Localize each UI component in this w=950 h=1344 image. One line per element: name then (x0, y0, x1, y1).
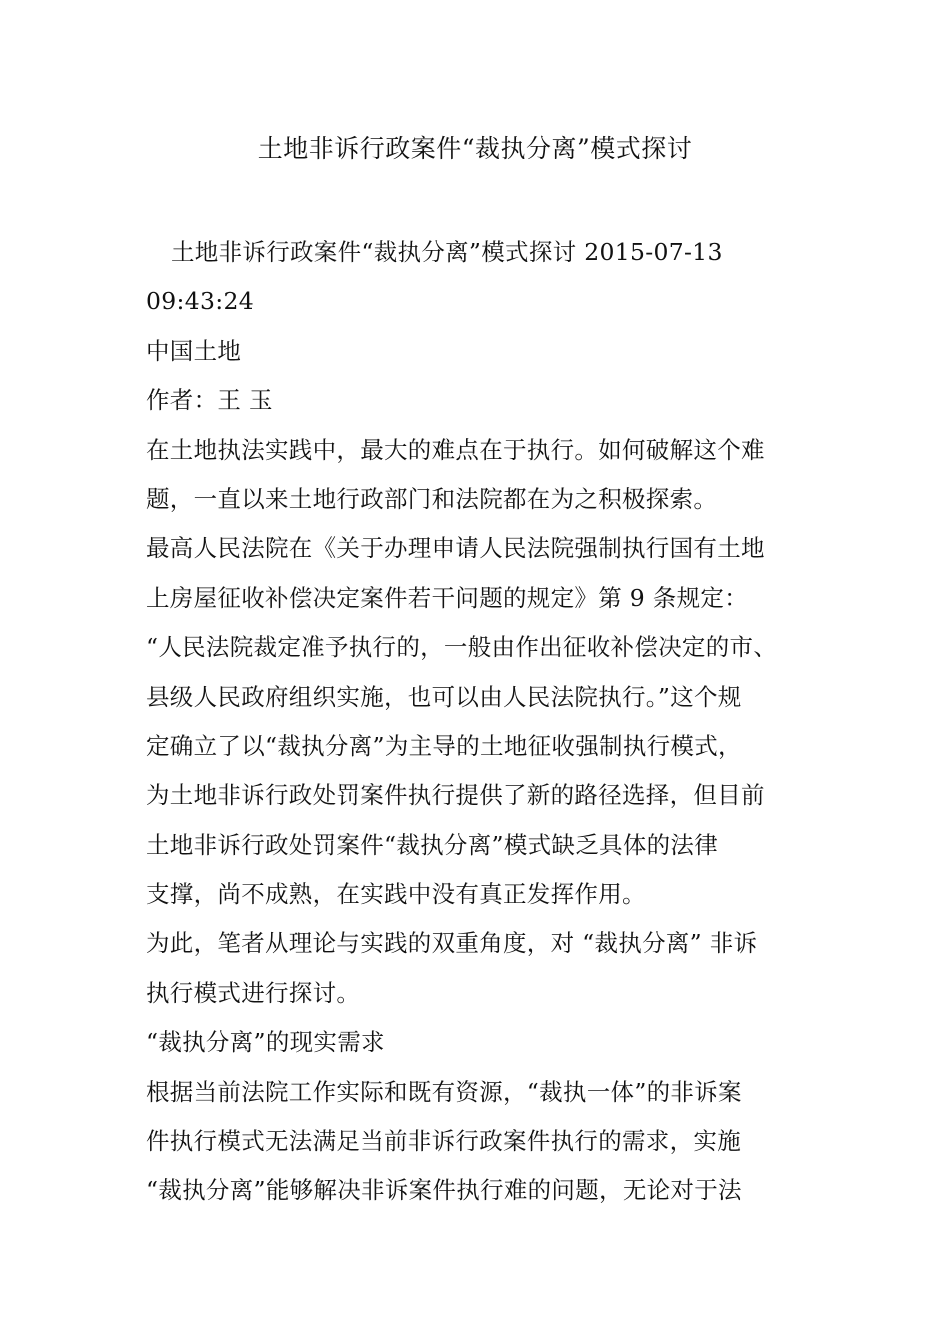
body-line-4: 作者：王 玉 (146, 386, 273, 415)
body-line-16: 执行模式进行探讨。 (146, 978, 361, 1007)
body-line-11: 定确立了以“裁执分离”为主导的土地征收强制执行模式， (146, 731, 742, 760)
body-line-20: “裁执分离”能够解决非诉案件执行难的问题，无论对于法 (146, 1176, 742, 1205)
body-line-5: 在土地执法实践中，最大的难点在于执行。如何破解这个难 (146, 435, 765, 464)
body-line-10: 县级人民政府组织实施，也可以由人民法院执行。”这个规 (146, 682, 742, 711)
body-line-18: 根据当前法院工作实际和既有资源，“裁执一体”的非诉案 (146, 1077, 742, 1106)
body-line-6: 题，一直以来土地行政部门和法院都在为之积极探索。 (146, 484, 718, 513)
body-line-19: 件执行模式无法满足当前非诉行政案件执行的需求，实施 (146, 1127, 741, 1156)
body-line-2: 09:43:24 (146, 287, 254, 316)
body-line-1: 土地非诉行政案件“裁执分离”模式探讨 2015-07-13 (171, 238, 723, 266)
document-body (146, 228, 836, 1216)
body-line-9: “人民法院裁定准予执行的，一般由作出征收补偿决定的市、 (146, 633, 778, 662)
body-line-14: 支撑，尚不成熟，在实践中没有真正发挥作用。 (146, 880, 646, 909)
body-line-7: 最高人民法院在《关于办理申请人民法院强制执行国有土地 (146, 534, 765, 563)
body-line-8: 上房屋征收补偿决定案件若干问题的规定》第 9 条规定： (146, 583, 748, 612)
body-line-3: 中国土地 (146, 336, 242, 365)
document-title: 土地非诉行政案件“裁执分离”模式探讨 (257, 134, 693, 163)
body-line-15: 为此，笔者从理论与实践的双重角度，对 “裁执分离” 非诉 (146, 929, 758, 958)
section-heading: “裁执分离”的现实需求 (146, 1028, 385, 1057)
body-line-12: 为土地非诉行政处罚案件执行提供了新的路径选择，但目前 (146, 781, 765, 810)
body-line-13: 土地非诉行政处罚案件“裁执分离”模式缺乏具体的法律 (146, 830, 719, 859)
